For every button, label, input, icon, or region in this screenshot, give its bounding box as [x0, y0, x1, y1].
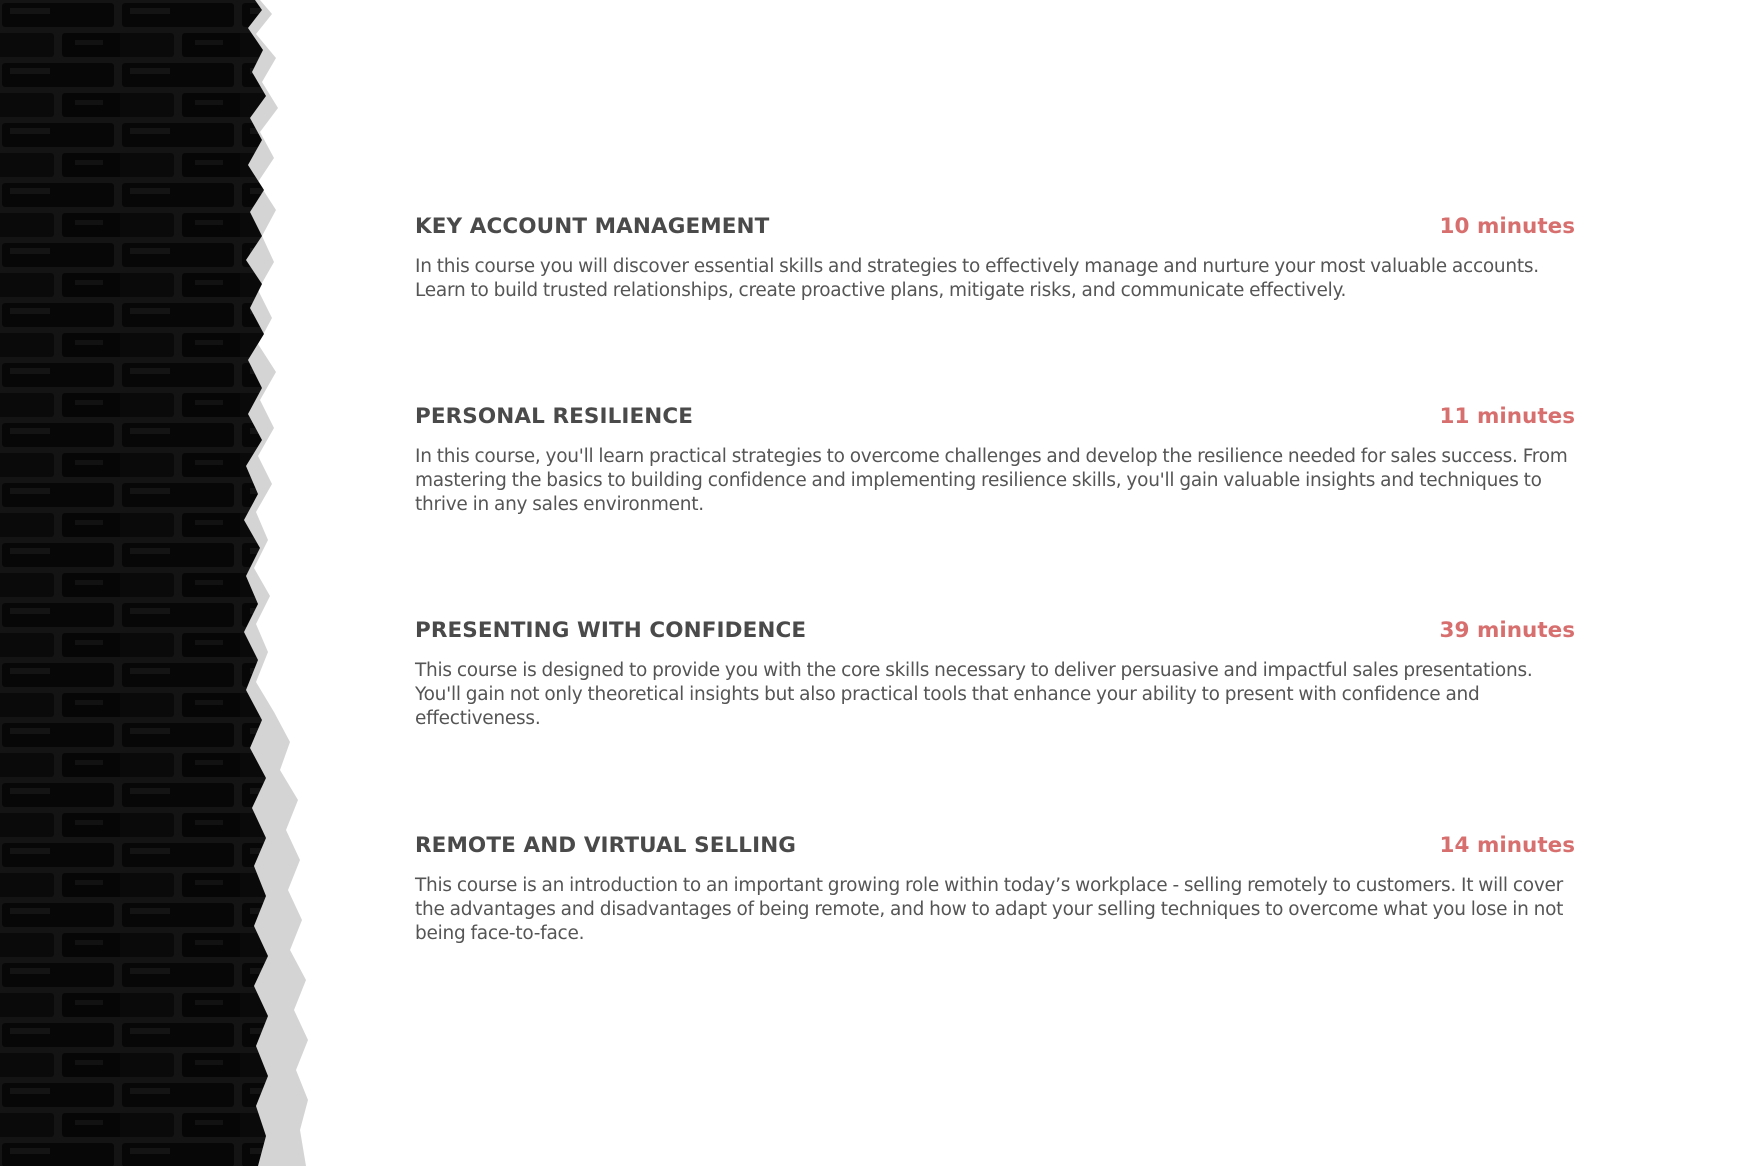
course-header	[415, 214, 1575, 246]
course-list	[415, 0, 1575, 1166]
course-duration: 39 minutes	[1439, 618, 1575, 643]
course-description: This course is designed to provide you with the core skills necessary to deliver persuasive and impactful sales presentations. You'll gain not only theoretical insights but also practical tools that enhance your ability to present with confidence and effectiveness.	[415, 660, 1533, 729]
course-item	[415, 214, 1575, 303]
course-description: In this course, you'll learn practical strategies to overcome challenges and develop the resilience needed for sales success. From mastering the basics to building confidence and implementing resilience skills, you'll gain valuable insights and techniques to thrive in any sales environment.	[415, 446, 1568, 515]
course-title: KEY ACCOUNT MANAGEMENT	[415, 214, 770, 239]
brick-wall-torn-image	[0, 0, 330, 1166]
course-duration: 10 minutes	[1439, 214, 1575, 239]
course-duration: 11 minutes	[1439, 404, 1575, 429]
course-item	[415, 618, 1575, 731]
course-item	[415, 833, 1575, 946]
course-item	[415, 404, 1575, 517]
course-header	[415, 404, 1575, 436]
course-description: This course is an introduction to an important growing role within today’s workplace - selling remotely to customers. It will cover the advantages and disadvantages of being remote, and how to adapt your selling techniques to overcome what you lose in not being face-to-face.	[415, 875, 1564, 944]
course-header	[415, 618, 1575, 650]
course-title: REMOTE AND VIRTUAL SELLING	[415, 833, 797, 858]
course-title: PERSONAL RESILIENCE	[415, 404, 694, 429]
course-header	[415, 833, 1575, 865]
course-title: PRESENTING WITH CONFIDENCE	[415, 618, 807, 643]
course-duration: 14 minutes	[1439, 833, 1575, 858]
course-description: In this course you will discover essential skills and strategies to effectively manage and nurture your most valuable accounts. Learn to build trusted relationships, create proactive plans, mitigate risks, and communicate effectively.	[415, 256, 1539, 301]
